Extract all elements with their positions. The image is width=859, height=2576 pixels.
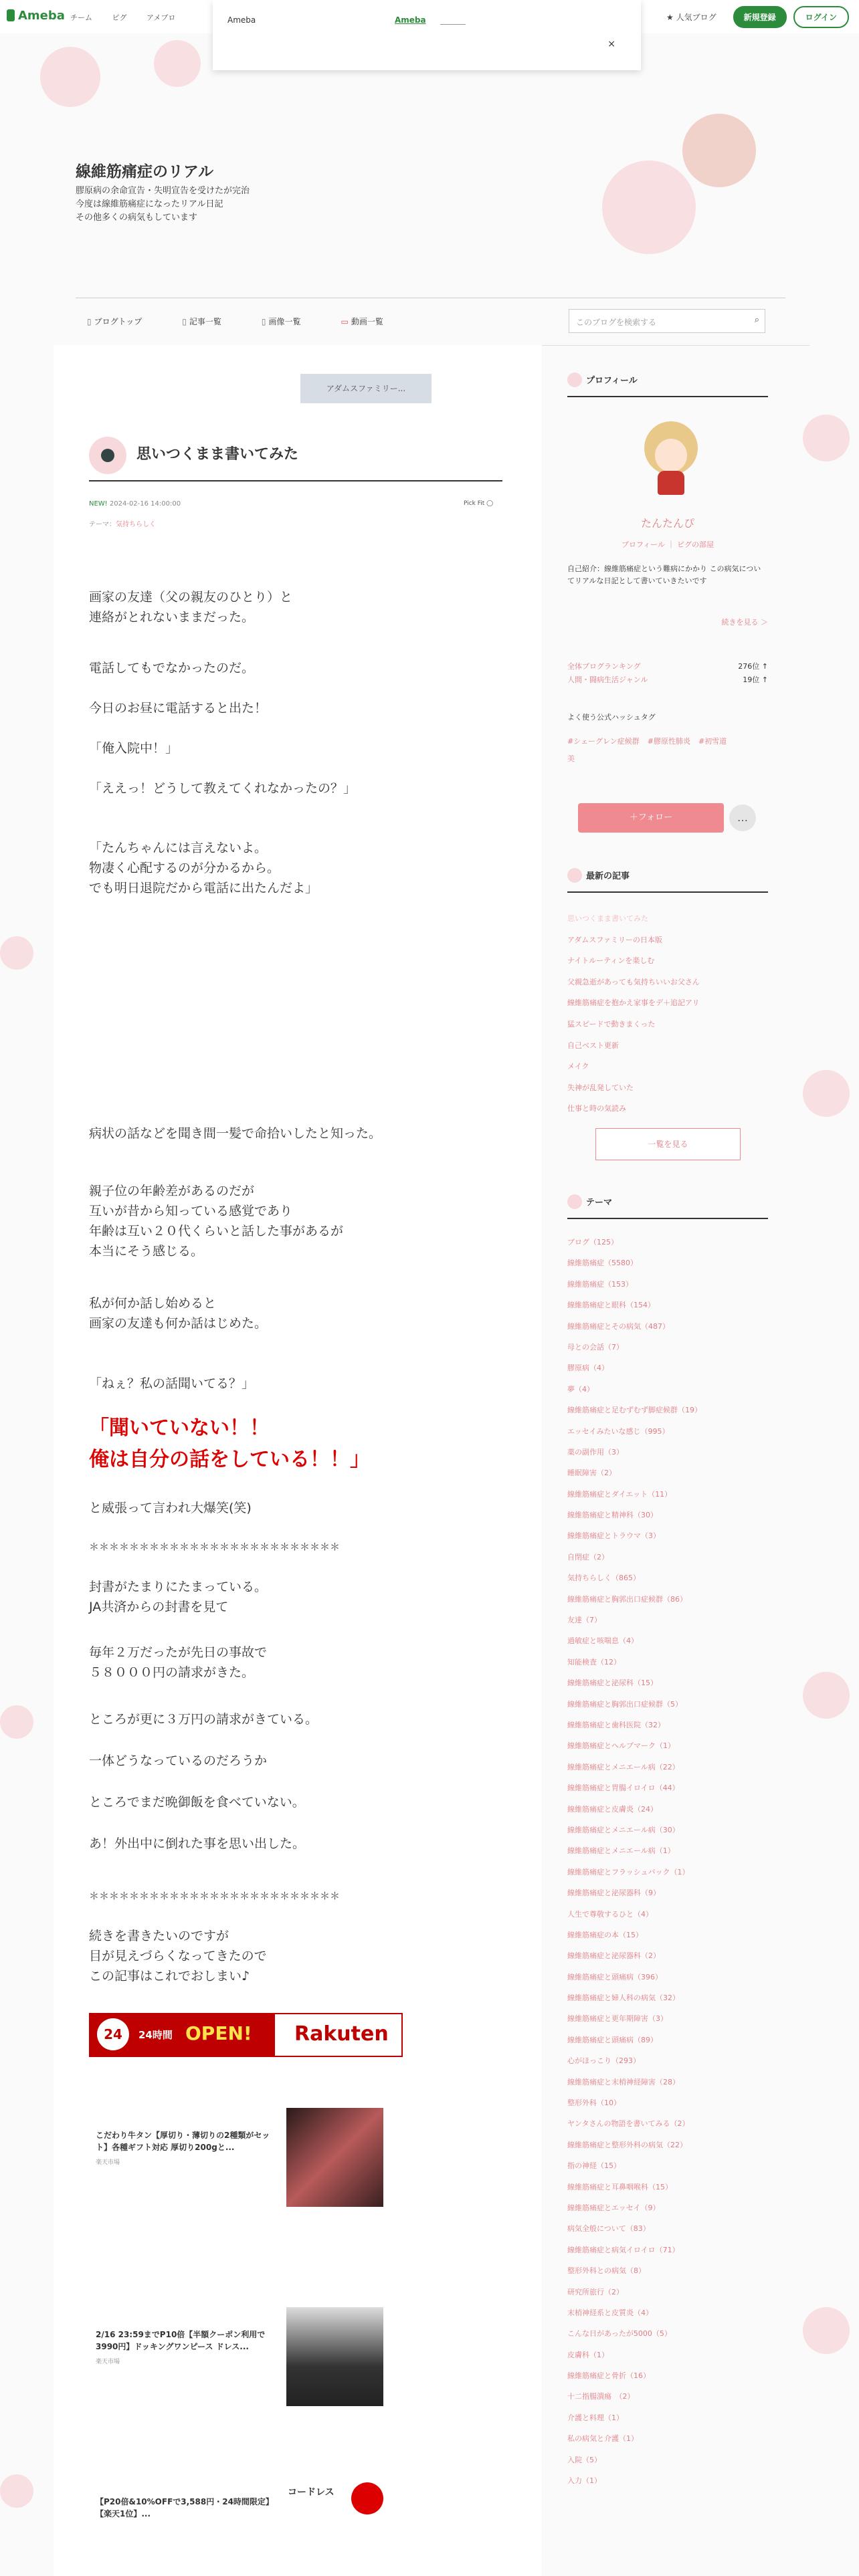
paragraph: ところが更に３万円の請求がきている。 [89, 1712, 318, 1727]
theme-link[interactable]: 線維筋痛症と骨折（16） [567, 2371, 650, 2381]
flower-icon [567, 868, 582, 883]
theme-link[interactable]: 線維筋痛症と歯科医院（32） [567, 1720, 665, 1729]
more-options-button[interactable]: … [729, 804, 756, 831]
theme-link[interactable]: ヤンタさんの物語を書いてみる（2） [567, 2119, 690, 2129]
paragraph: あ！外出中に倒れた事を思い出した。 [89, 1836, 306, 1851]
recent-entry-link[interactable]: 思いつくまま書いてみた [567, 914, 648, 923]
ad-card[interactable]: 【P20倍&10%OFFで3,588円・24時間限定】【楽天1位】... コードレス [89, 2482, 390, 2556]
theme-link[interactable]: 病気全般について（83） [567, 2224, 650, 2234]
theme-link[interactable]: 線維筋痛症とトラウマ（3） [567, 1531, 660, 1541]
search-icon[interactable]: ⌕ [754, 315, 759, 325]
profile-heading: プロフィール [567, 372, 638, 387]
ameba-logo[interactable]: Ameba [7, 9, 65, 23]
rakuten-logo: Rakuten [294, 2022, 389, 2046]
paragraph: 一体どうなっているのだろうか [89, 1753, 268, 1768]
theme-link[interactable]: 線維筋痛症と婦人科の病気（32） [567, 1994, 680, 2003]
nav-team[interactable]: チーム [70, 13, 92, 22]
theme-link[interactable]: 線維筋痛症と頭痛病（89） [567, 2035, 658, 2044]
theme-link[interactable]: 整形外科（10） [567, 2099, 621, 2108]
theme-link[interactable]: 線維筋痛症とその病気（487） [567, 1321, 670, 1331]
image-icon: ▯ [261, 317, 266, 326]
theme-link[interactable]: 膠原病（4） [567, 1364, 609, 1373]
theme-link[interactable]: 線維筋痛症と頭痛病（396） [567, 1972, 662, 1981]
theme-link[interactable]: 線維筋痛症と胸郭出口症候群（5） [567, 1699, 682, 1709]
entry-title-underline [89, 480, 502, 481]
rakuten-banner[interactable] [89, 2013, 403, 2057]
theme-link[interactable]: 線維筋痛症と胃腸イロイロ（44） [567, 1784, 680, 1793]
paragraph: 電話してもでなかったのだ。 [89, 661, 255, 675]
recent-entries [567, 908, 768, 1119]
theme-link[interactable]: 薬の副作用（3） [567, 1447, 624, 1457]
theme-link[interactable]: 線維筋痛症と泌尿科（15） [567, 1679, 658, 1688]
theme-link[interactable]: 線維筋痛症とメニエール病（30） [567, 1825, 680, 1834]
recent-entry-link[interactable]: ナイトルーティンを楽しむ [567, 956, 655, 966]
blog-search-input[interactable] [569, 309, 765, 333]
theme-link[interactable]: 入力（1） [567, 2476, 601, 2486]
theme-link[interactable]: 夢（4） [567, 1384, 594, 1394]
theme-link[interactable]: 線維筋痛症と末梢神経障害（28） [567, 2077, 680, 2086]
flower-decoration [803, 415, 850, 461]
theme-link[interactable]: 知能検査（12） [567, 1657, 621, 1667]
theme-link[interactable]: 皮膚科（1） [567, 2350, 609, 2359]
ranking-genre[interactable]: 人間・闘病生活ジャンル 19位 ↑ [567, 675, 768, 684]
theme-link[interactable]: 指の神経（15） [567, 2161, 621, 2171]
paragraph: 「ねぇ？私の話聞いてる？」 [89, 1376, 255, 1391]
theme-link[interactable]: 線維筋痛症と更年期障害（3） [567, 2014, 668, 2024]
header-actions [666, 6, 849, 28]
ad-image [286, 2307, 383, 2406]
paragraph: ところでまだ晩御飯を食べていない。 [89, 1795, 305, 1810]
recent-entry-link[interactable]: メイク [567, 1062, 589, 1071]
theme-link[interactable]: 線維筋痛症とヘルプマーク（1） [567, 1741, 675, 1751]
nav-entry-list[interactable]: ▯ 記事一覧 [182, 317, 221, 326]
theme-link[interactable]: 十二指腸潰瘍 （2） [567, 2392, 635, 2401]
theme-link[interactable]: 睡眠障害（2） [567, 1469, 616, 1478]
recent-entry-link[interactable]: 猛スピードで動きまくった [567, 1019, 656, 1029]
ad-badge [351, 2482, 383, 2514]
popular-blog-link[interactable]: ★ 人気ブログ [666, 13, 717, 22]
overlay-label: Ameba [227, 15, 256, 25]
paragraph: 病状の話などを聞き間一髪で命拾いしたと知った。 [89, 1126, 382, 1141]
paragraph: と威張って言われ大爆笑(笑) [89, 1501, 252, 1515]
theme-link[interactable]: 末梢神経系と皮質炎（4） [567, 2308, 653, 2317]
theme-link[interactable]: 母との会話（7） [567, 1342, 624, 1352]
ameba-logo-icon [7, 9, 15, 21]
login-button[interactable]: ログイン [793, 6, 849, 28]
search-placeholder: このブログを検索する [576, 318, 657, 327]
avatar-body [658, 471, 684, 495]
paragraph: 「俺入院中！」 [89, 741, 179, 756]
profile-bio: 自己紹介：線維筋痛症という難病にかかり この病気についてリアルな日記として書いていきたいです [567, 564, 761, 585]
theme-link[interactable]: 線維筋痛症と眼科（154） [567, 1301, 655, 1310]
popup-overlay [213, 0, 641, 70]
hashtag-link[interactable]: #初雪道 [698, 737, 727, 746]
avatar[interactable] [639, 421, 703, 495]
paragraph: 画家の友達（父の親友のひとり）と 連絡がとれないままだった。 [89, 590, 293, 625]
clock-icon: 24 [97, 2018, 129, 2050]
ad-image: コードレス [286, 2482, 383, 2556]
ad-card[interactable]: こだわり牛タン【厚切り・薄切りの2種類がセット】各種ギフト対応 厚切り200gと... 楽天市場 [89, 2108, 390, 2215]
flower-decoration [0, 936, 33, 970]
nav-video-list[interactable]: ▭ 動画一覧 [341, 317, 383, 326]
theme-link[interactable]: 線維筋痛症と足むずむず脚症候群（19） [567, 1406, 702, 1415]
recent-entry-link[interactable]: 父親急逝があっても気持ちいいお父さん [567, 977, 700, 986]
theme-link[interactable]: 線維筋痛症（5580） [567, 1259, 638, 1268]
entry-flower-icon [89, 437, 126, 474]
paragraph: 続きを書きたいのですが 目が見えづらくなってきたので この記事はこれでおしまい♪ [89, 1929, 267, 1983]
theme-link[interactable]: 研究所旅行（2） [567, 2287, 624, 2296]
ad-image [286, 2108, 383, 2207]
theme-link[interactable]: 自閉症（2） [567, 1552, 609, 1562]
nav-pigg[interactable]: ピグ [112, 13, 127, 22]
theme-link[interactable]: 線維筋痛症と胸郭出口症候群（86） [567, 1594, 687, 1604]
flower-decoration [803, 2307, 850, 2354]
rakuten-banner-left: 24 24時間 OPEN! [90, 2014, 275, 2056]
follow-button[interactable]: ＋フォロー [578, 803, 724, 833]
paragraph: 「ええっ！どうして教えてくれなかったの？」 [89, 781, 357, 796]
paragraph: 今日のお昼に電話すると出た！ [89, 701, 268, 716]
recent-entry-link[interactable]: アダムスファミリーの日本版 [567, 935, 663, 944]
theme-list [567, 1232, 768, 2491]
flower-decoration [0, 1705, 33, 1739]
profile-heading-line [567, 396, 768, 397]
theme-link[interactable]: こんな日があったが5000（5） [567, 2329, 672, 2339]
theme-link[interactable]: 友達（7） [567, 1616, 601, 1625]
theme-link[interactable]: 線維筋痛症と泌尿器科（9） [567, 1889, 660, 1898]
theme-link[interactable]: 線維筋痛症と整形外科の病気（22） [567, 2140, 687, 2149]
theme-link[interactable]: 気持ちらしく（865） [567, 1574, 640, 1583]
theme-link[interactable]: 心がほっこり（293） [567, 2056, 640, 2066]
theme-heading-line [567, 1218, 768, 1219]
theme-heading: テーマ [567, 1194, 612, 1209]
theme-link[interactable]: 整形外科との病気（8） [567, 2266, 646, 2276]
nav-blog-top[interactable]: ▯ ブログトップ [87, 317, 142, 326]
register-button[interactable]: 新規登録 [733, 6, 787, 28]
hashtag-link[interactable]: #シェーグレン症候群 [567, 737, 640, 746]
theme-link[interactable]: 線維筋痛症と精神科（30） [567, 1511, 658, 1520]
theme-link[interactable]: エッセイみたいな感じ（995） [567, 1426, 670, 1436]
hashtag-list [567, 733, 768, 768]
theme-link[interactable]: 線維筋痛症と耳鼻咽喉科（15） [567, 2182, 672, 2191]
recent-heading: 最新の記事 [567, 868, 630, 883]
theme-link[interactable]: 線維筋痛症とメニエール病（1） [567, 1846, 675, 1856]
flower-decoration [602, 160, 696, 254]
video-icon: ▭ [341, 317, 349, 326]
blog-title[interactable]: 線維筋痛症のリアル [76, 163, 214, 181]
entry-theme: テーマ：気持ちらしく [89, 521, 156, 528]
blog-nav [87, 316, 383, 327]
blog-description: 膠原病の余命宣告・失明宣告を受けたが完治 今度は線維筋痛症になったリアル日記 その他多くの病気もしています [76, 186, 250, 223]
global-nav [70, 12, 193, 23]
hashtag-title: よく使う公式ハッシュタグ [567, 713, 656, 722]
entry-date: NEW! 2024-02-16 14:00:00 [89, 500, 181, 508]
flower-decoration [154, 40, 201, 87]
recent-entry-link[interactable]: 仕事と時の気読み [567, 1104, 626, 1113]
theme-link[interactable]: ブログ（125） [567, 1238, 618, 1247]
bird-decoration [682, 114, 756, 187]
avatar-face [655, 439, 687, 472]
see-all-button[interactable]: 一覧を見る [595, 1128, 741, 1160]
flower-decoration [803, 1070, 850, 1117]
separator: ＊＊＊＊＊＊＊＊＊＊＊＊＊＊＊＊＊＊＊＊＊＊＊＊＊ [89, 1890, 341, 1902]
separator: ＊＊＊＊＊＊＊＊＊＊＊＊＊＊＊＊＊＊＊＊＊＊＊＊＊ [89, 1541, 341, 1553]
paragraph: 「たんちゃんには言えないよ。 物凄く心配するのが分かるから。 でも明日退院だから電話に出たんだよ」 [89, 841, 318, 895]
hashtag-link[interactable]: #膠原性肺炎 [647, 737, 690, 746]
hashtag-chip[interactable]: アダムスファミリー... [300, 374, 432, 403]
paragraph: 封書がたまりにたまっている。 JA共済からの封書を見て [89, 1580, 268, 1614]
flower-decoration [0, 2474, 33, 2508]
hashtag-link[interactable]: 美 [567, 754, 575, 763]
theme-link[interactable]: 線維筋痛症とメニエール病（22） [567, 1762, 680, 1772]
recent-entry-link[interactable]: 自己ベスト更新 [567, 1041, 619, 1050]
profile-links[interactable]: プロフィール ｜ ピグの部屋 [622, 540, 714, 549]
theme-link[interactable]: 入院（5） [567, 2455, 601, 2464]
theme-link[interactable]: 私の病気と介護（1） [567, 2434, 638, 2444]
pickfit-badge[interactable]: Pick Fit ◯ [464, 500, 494, 507]
theme-link[interactable]: 人生で尊敬するひと（4） [567, 1909, 653, 1919]
theme-link[interactable]: 線維筋痛症（153） [567, 1279, 633, 1289]
theme-link[interactable]: 線維筋痛症と病気イロイロ（71） [567, 2245, 680, 2254]
entry-title[interactable]: 思いつくまま書いてみた [136, 446, 299, 463]
recent-entry-link[interactable]: 線維筋痛症を抱かえ家事をデ＋追記アリ [567, 998, 700, 1008]
flower-decoration [40, 47, 100, 107]
read-more-link[interactable]: 続きを見る ＞ [721, 618, 768, 627]
theme-link[interactable]: 線維筋痛症と泌尿器科（2） [567, 1951, 660, 1961]
red-emphasis: 「聞いていない！！ 俺は自分の話をしている！！」 [89, 1416, 370, 1471]
theme-link[interactable]: 過敏症と咳喘息（4） [567, 1636, 638, 1646]
home-icon: ▯ [87, 317, 92, 326]
theme-link[interactable]: 介護と料理（1） [567, 2413, 624, 2422]
profile-name[interactable]: たんたんぴ [640, 517, 694, 530]
ranking-overall[interactable]: 全体ブログランキング 276位 ↑ [567, 662, 768, 671]
theme-link[interactable]: 線維筋痛症と皮膚炎（24） [567, 1804, 658, 1814]
entry-theme-link[interactable]: 気持ちらしく [116, 521, 156, 528]
theme-link[interactable]: 線維筋痛症とダイエット（11） [567, 1489, 672, 1499]
theme-link[interactable]: 線維筋痛症とフラッシュバック（1） [567, 1867, 690, 1876]
overlay-divider [440, 24, 466, 25]
paragraph: 毎年２万だったが先日の事故で ５８０００円の請求がきた。 [89, 1645, 268, 1680]
flower-icon [567, 372, 582, 387]
theme-link[interactable]: 線維筋痛症の本（15） [567, 1930, 643, 1939]
flower-decoration [803, 1672, 850, 1719]
nav-image-list[interactable]: ▯ 画像一覧 [261, 317, 301, 326]
overlay-link[interactable]: Ameba [395, 15, 426, 25]
recent-heading-line [567, 891, 768, 893]
nav-ameblo[interactable]: アメブロ [147, 13, 176, 22]
ad-card[interactable]: 2/16 23:59までP10倍【半額クーポン利用で3990円】ドッキングワンピース ドレス... 楽天市場 [89, 2307, 390, 2414]
paragraph: 私が何か話し始めると 画家の友達も何か話はじめた。 [89, 1296, 268, 1331]
theme-link[interactable]: 線維筋痛症とエッセイ（9） [567, 2203, 660, 2212]
paragraph: 親子位の年齢差があるのだが 互いが昔から知っている感覚であり 年齢は互い２０代くらいと話した事があるが 本当にそう感じる。 [89, 1184, 344, 1259]
flower-icon [567, 1194, 582, 1209]
list-icon: ▯ [182, 317, 187, 326]
recent-entry-link[interactable]: 失神が乱発していた [567, 1083, 634, 1092]
close-icon[interactable]: × [607, 39, 615, 49]
